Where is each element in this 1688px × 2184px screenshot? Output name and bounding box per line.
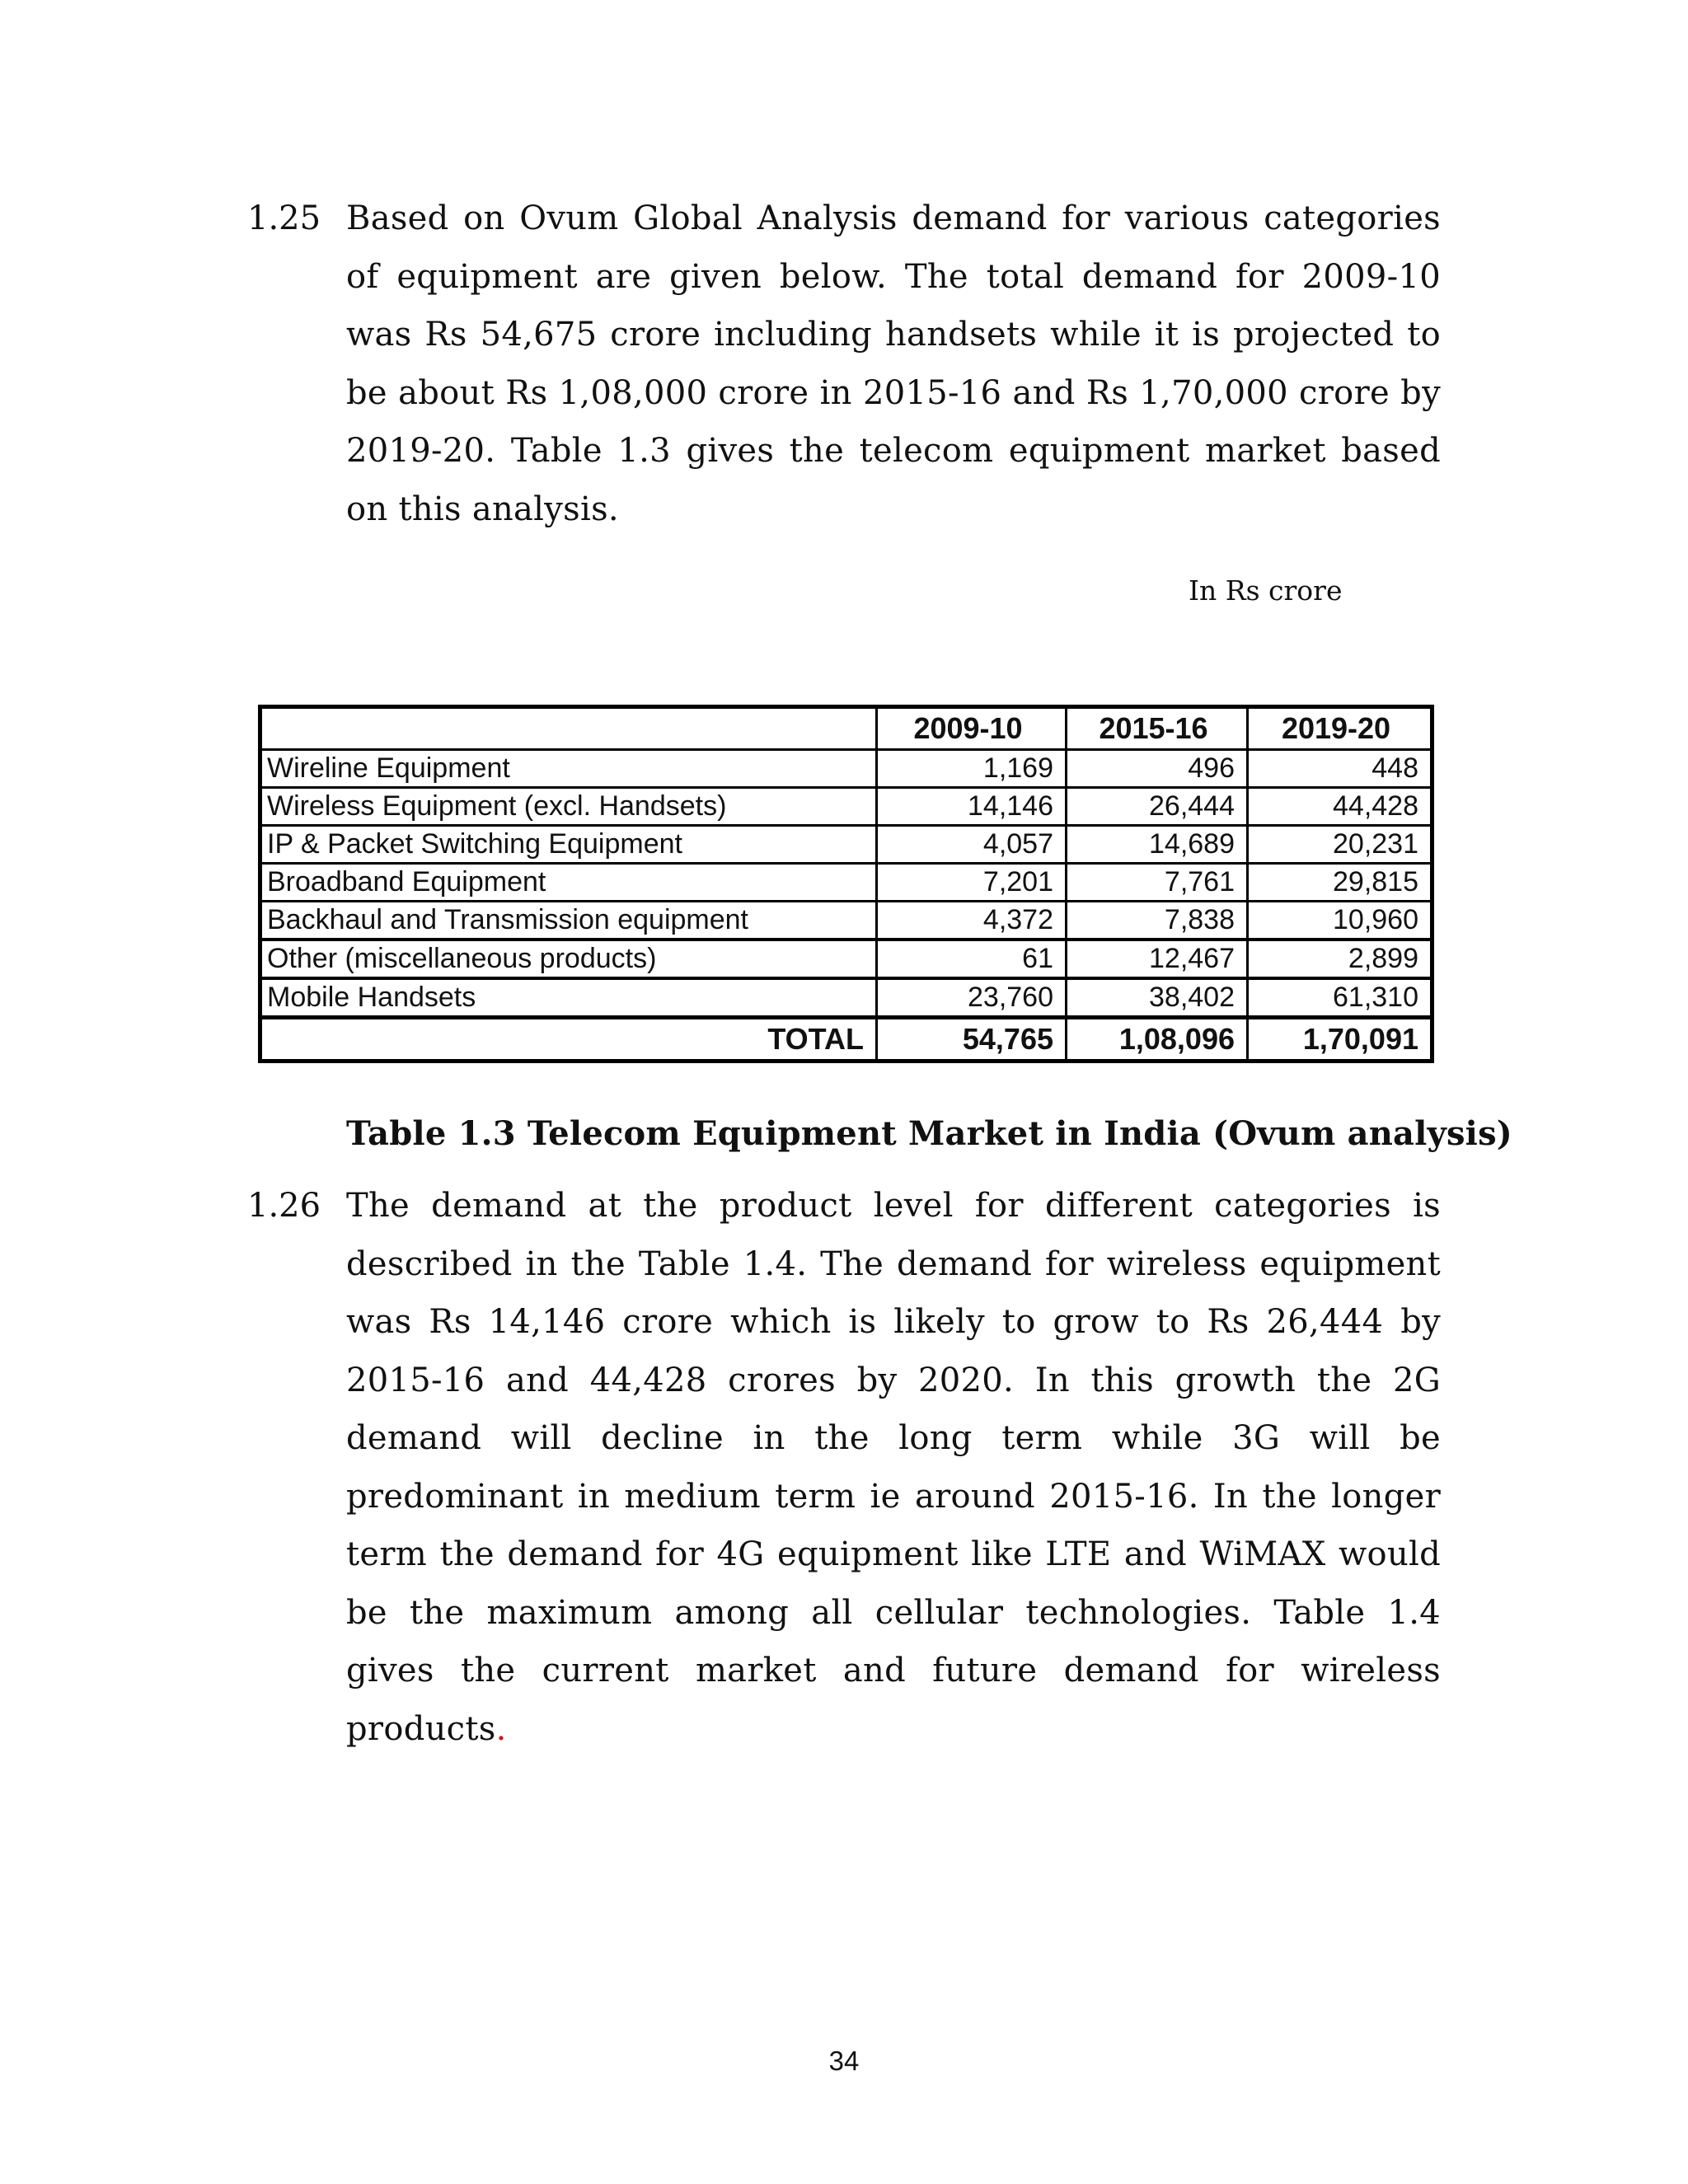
- cell-value: 2,899: [1248, 940, 1432, 978]
- row-label: Other (miscellaneous products): [260, 940, 877, 978]
- row-label: Backhaul and Transmission equipment: [260, 902, 877, 940]
- table-header-row: [260, 707, 1432, 750]
- cell-value: 496: [1067, 750, 1248, 788]
- table-total-row: [260, 1018, 1432, 1062]
- total-label: TOTAL: [260, 1018, 877, 1062]
- row-label: Mobile Handsets: [260, 978, 877, 1018]
- paragraph-1-25: [247, 190, 1441, 538]
- cell-value: 29,815: [1248, 864, 1432, 902]
- header-cell-2019-20: 2019-20: [1248, 707, 1432, 750]
- cell-value: 61: [877, 940, 1067, 978]
- cell-value: 4,057: [877, 826, 1067, 864]
- cell-value: 448: [1248, 750, 1432, 788]
- row-label: Broadband Equipment: [260, 864, 877, 902]
- paragraph-number: 1.25: [247, 199, 321, 237]
- cell-value: 44,428: [1248, 788, 1432, 826]
- cell-value: 20,231: [1248, 826, 1432, 864]
- paragraph-end-mark: .: [495, 1709, 507, 1748]
- paragraph-body: The demand at the product level for different categories is described in the Table 1.4. The demand for wireless equipment was Rs 14,146 crore which is likely to grow to Rs 26,444 by 2015-16 and 44,428 crores by 2020. In this growth the 2G demand will decline in the long term while 3G will be predominant in medium term ie around 2015-16. In the longer term the demand for 4G equipment like LTE and WiMAX would be the maximum among all cellular technologies. Table 1.4 gives the current market and future demand for wireless products: [346, 1187, 1441, 1748]
- cell-value: 14,689: [1067, 826, 1248, 864]
- table-row: [260, 978, 1432, 1018]
- cell-value: 10,960: [1248, 902, 1432, 940]
- cell-value: 26,444: [1067, 788, 1248, 826]
- cell-value: 23,760: [877, 978, 1067, 1018]
- paragraph-number: 1.26: [247, 1187, 321, 1225]
- header-cell-empty: [260, 707, 877, 750]
- cell-value: 1,169: [877, 750, 1067, 788]
- row-label: Wireless Equipment (excl. Handsets): [260, 788, 877, 826]
- paragraph-text: Based on Ovum Global Analysis demand for various categories of equipment are given below. The total demand for 2009-10 was Rs 54,675 crore including handsets while it is projected to be about Rs 1,08,000 crore in 2015-16 and Rs 1,70,000 crore by 2019-20. Table 1.3 gives the telecom equipment market based on this analysis.: [346, 199, 1441, 528]
- table-row: [260, 750, 1432, 788]
- header-cell-2009-10: 2009-10: [877, 707, 1067, 750]
- total-value: 1,70,091: [1248, 1018, 1432, 1062]
- page-number: 34: [828, 2046, 860, 2076]
- table-row: [260, 826, 1432, 864]
- paragraph-1-26: [247, 1177, 1441, 1758]
- cell-value: 7,201: [877, 864, 1067, 902]
- telecom-equipment-table: [258, 705, 1434, 1063]
- cell-value: 7,838: [1067, 902, 1248, 940]
- paragraph-text: [346, 1177, 1441, 1758]
- row-label: IP & Packet Switching Equipment: [260, 826, 877, 864]
- cell-value: 4,372: [877, 902, 1067, 940]
- cell-value: 61,310: [1248, 978, 1432, 1018]
- unit-note: In Rs crore: [1189, 574, 1343, 607]
- table-row: [260, 940, 1432, 978]
- total-value: 1,08,096: [1067, 1018, 1248, 1062]
- cell-value: 14,146: [877, 788, 1067, 826]
- table-row: [260, 788, 1432, 826]
- cell-value: 7,761: [1067, 864, 1248, 902]
- total-value: 54,765: [877, 1018, 1067, 1062]
- cell-value: 12,467: [1067, 940, 1248, 978]
- table-caption: Table 1.3 Telecom Equipment Market in India (Ovum analysis): [346, 1114, 1512, 1153]
- table-row: [260, 864, 1432, 902]
- cell-value: 38,402: [1067, 978, 1248, 1018]
- header-cell-2015-16: 2015-16: [1067, 707, 1248, 750]
- table-row: [260, 902, 1432, 940]
- row-label: Wireline Equipment: [260, 750, 877, 788]
